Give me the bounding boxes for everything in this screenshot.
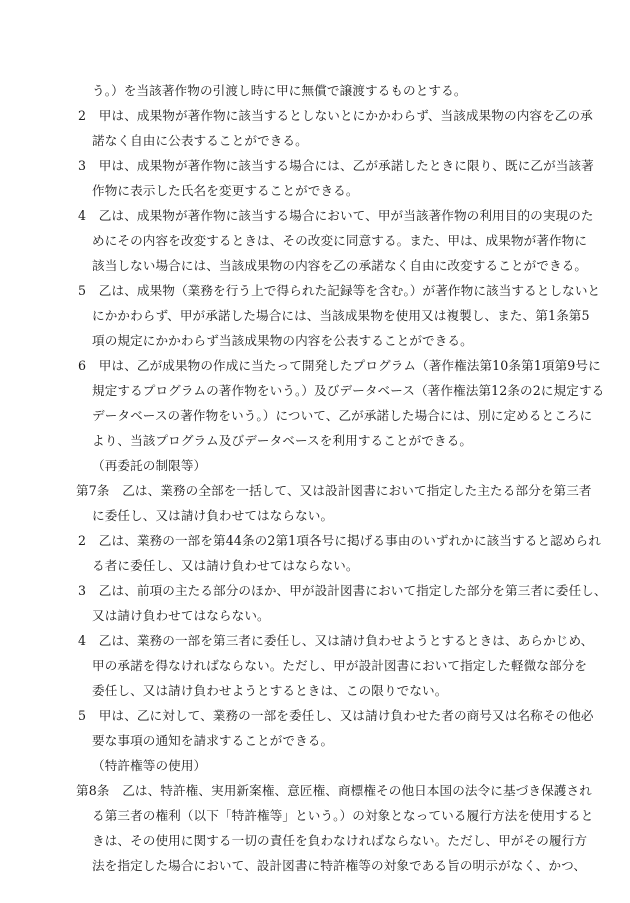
article-caption: （特許権等の使用） xyxy=(92,758,207,773)
paragraph-5-start: 5 乙は、成果物（業務を行う上で得られた記録等を含む。）が著作物に該当するとしないと xyxy=(78,283,601,298)
paragraph-3-start: 3 甲は、成果物が著作物に該当する場合には、乙が承諾したときに限り、既に乙が当該著 xyxy=(78,158,594,173)
text-line: 規定するプログラムの著作物をいう。）及びデータベース（著作権法第12条の2に規定する xyxy=(92,383,605,398)
paragraph-4-start: 4 乙は、業務の一部を第三者に委任し、又は請け負わせようとするときは、あらかじめ、 xyxy=(78,633,594,648)
text-line: る第三者の権利（以下「特許権等」という。）の対象となっている履行方法を使用すると xyxy=(92,808,594,823)
paragraph-6-start: 6 甲は、乙が成果物の作成に当たって開発したプログラム（著作権法第10条第1項第9号に xyxy=(78,358,601,373)
text-line: 作物に表示した氏名を変更することができる。 xyxy=(92,183,359,198)
text-line: 甲の承諾を得なければならない。ただし、甲が設計図書において指定した軽微な部分を xyxy=(92,658,588,673)
article-caption: （再委託の制限等） xyxy=(92,458,207,473)
paragraph-3-start: 3 乙は、前項の主たる部分のほか、甲が設計図書において指定した部分を第三者に委任し、 xyxy=(78,583,607,598)
text-line: にかかわらず、甲が承諾した場合には、当該成果物を使用又は複製し、また、第1条第5 xyxy=(92,308,590,323)
paragraph-5-start: 5 甲は、乙に対して、業務の一部を委任し、又は請け負わせた者の商号又は名称その他必 xyxy=(78,708,594,723)
paragraph-2-start: 2 乙は、業務の一部を第44条の2第1項各号に掲げる事由のいずれかに該当すると認められ xyxy=(78,533,601,548)
paragraph-4-start: 4 乙は、成果物が著作物に該当する場合において、甲が当該著作物の利用目的の実現のた xyxy=(78,208,594,223)
text-line: 法を指定した場合において、設計図書に特許権等の対象である旨の明示がなく、かつ、 xyxy=(92,858,587,873)
text-line: る者に委任し、又は請け負わせてはならない。 xyxy=(92,558,359,573)
text-line: きは、その使用に関する一切の責任を負わなければならない。ただし、甲がその履行方 xyxy=(92,833,588,848)
text-line: 要な事項の通知を請求することができる。 xyxy=(92,733,334,748)
text-line: より、当該プログラム及びデータベースを利用することができる。 xyxy=(92,433,473,448)
text-line: めにその内容を改変するときは、その改変に同意する。また、甲は、成果物が著作物に xyxy=(92,233,588,248)
paragraph-2-start: 2 甲は、成果物が著作物に該当するとしないとにかかわらず、当該成果物の内容を乙の承 xyxy=(78,108,593,123)
text-line: 又は請け負わせてはならない。 xyxy=(92,608,270,623)
text-line: 該当しない場合には、当該成果物の内容を乙の承諾なく自由に改変することができる。 xyxy=(92,258,588,273)
text-line: 委任し、又は請け負わせようとするときは、この限りでない。 xyxy=(92,683,448,698)
text-line: 諾なく自由に公表することができる。 xyxy=(92,133,308,148)
text-line: う。）を当該著作物の引渡し時に甲に無償で譲渡するものとする。 xyxy=(92,83,467,98)
article-7-start: 第7条 乙は、業務の全部を一括して、又は設計図書において指定した主たる部分を第三者 xyxy=(76,483,592,498)
text-line: データベースの著作物をいう。）について、乙が承諾した場合には、別に定めるところに xyxy=(92,408,593,423)
text-line: 項の規定にかかわらず当該成果物の内容を公表することができる。 xyxy=(92,333,473,348)
text-line: に委任し、又は請け負わせてはならない。 xyxy=(92,508,334,523)
article-8-start: 第8条 乙は、特許権、実用新案権、意匠権、商標権その他日本国の法令に基づき保護され xyxy=(76,783,592,798)
